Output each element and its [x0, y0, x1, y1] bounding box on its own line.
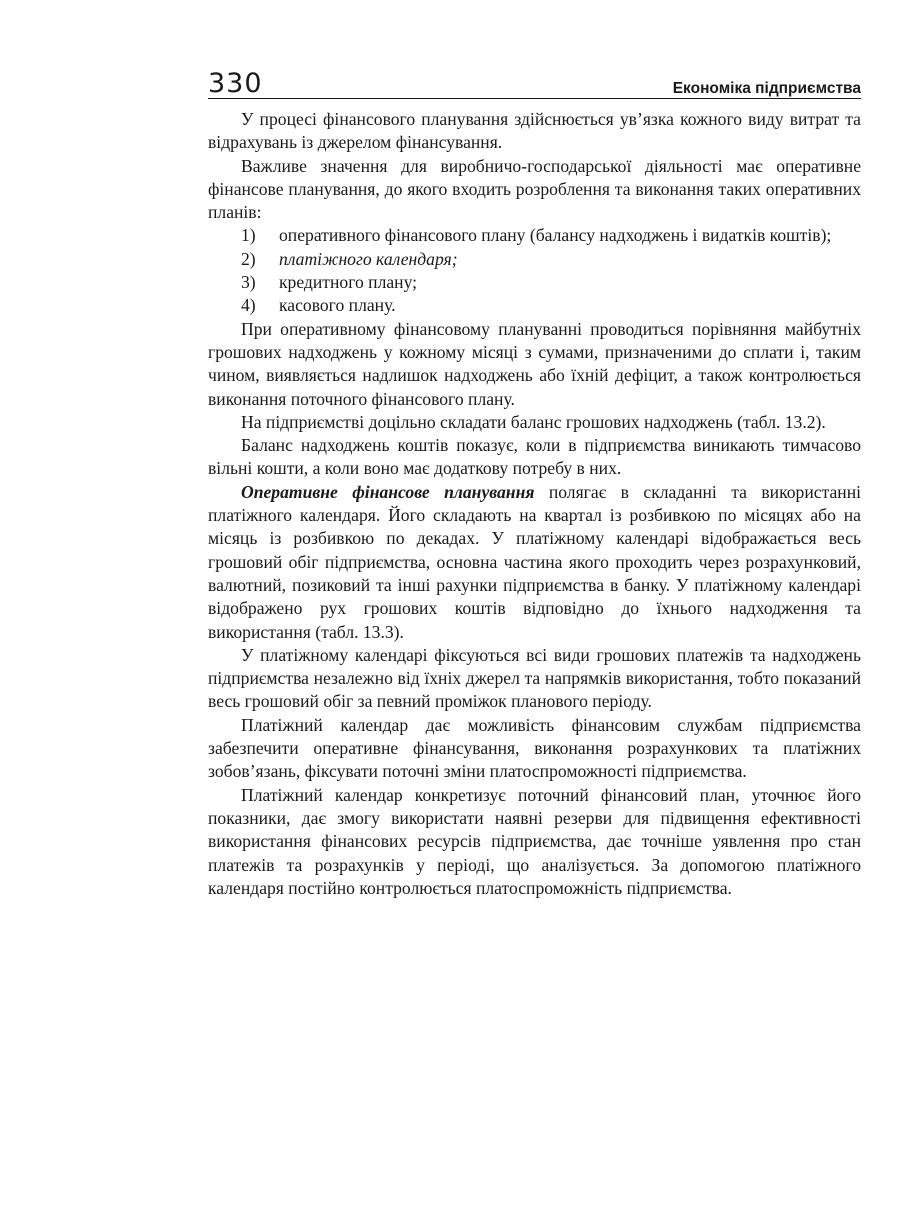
paragraph-2: Важливе значення для виробничо-господарської діяльності має оперативне фінансове планування, до якого входить розроблення та виконання таких оперативних планів: [208, 155, 861, 223]
list-item [208, 224, 861, 247]
list-item-text: платіжного календаря; [279, 248, 458, 269]
paragraph-4: На підприємстві доцільно складати баланс грошових надходжень (табл. 13.2). [241, 411, 826, 432]
list-item-text: касового плану. [279, 295, 396, 316]
list-item [208, 248, 861, 271]
paragraph-6 [208, 481, 861, 644]
list-item-number: 3) [241, 272, 256, 293]
paragraph-9: Платіжний календар конкретизує поточний фінансовий план, уточнює його показники, дає змогу використати наявні резерви для підвищення ефективності використання фінансових ресурсів підприємства, дає точніше уявлення про стан платежів та розрахунків у періоді, що аналізується. За допомогою платіжного календаря постійно контролюється платоспроможність підприємства. [208, 784, 861, 898]
paragraph-6-text: полягає в складанні та використанні платіжного календаря. Його складають на квартал із розбивкою по місяцях або на місяць із розбивкою по декадах. У платіжному календарі відображається весь грошовий обіг підприємства, основна частина якого проходить через розрахунковий, валютний, позиковий та інші рахунки підприємства в банку. У платіжному календарі відображено рух грошових коштів відповідно до їхнього надходження та використання (табл. 13.3). [208, 481, 861, 642]
paragraph-5: Баланс надходжень коштів показує, коли в підприємства виникають тимчасово вільні кошти, а коли воно має додаткову потребу в них. [208, 435, 861, 479]
paragraph-1: У процесі фінансового планування здійснюється ув’язка кожного виду витрат та відрахувань із джерелом фінансування. [208, 109, 861, 153]
page-number: 330 [208, 68, 263, 99]
list-item-text: оперативного фінансового плану (балансу надходжень і видатків коштів); [279, 225, 832, 246]
page-body [208, 108, 861, 900]
list-item-number: 4) [241, 295, 256, 316]
plans-list [208, 224, 861, 317]
running-title: Економіка підприємства [672, 79, 861, 97]
list-item [208, 271, 861, 294]
page-header [208, 68, 861, 99]
defined-term: Оперативне фінансове планування [241, 481, 535, 502]
paragraph-8: Платіжний календар дає можливість фінансовим службам підприємства забезпечити оперативне фінансування, виконання розрахункових та платіжних зобов’язань, фіксувати поточні зміни платоспроможності підприємства. [208, 714, 861, 782]
paragraph-3: При оперативному фінансовому плануванні проводиться порівняння майбутніх грошових надходжень у кожному місяці з сумами, призначеними до сплати і, таким чином, виявляється надлишок надходжень або їхній дефіцит, а також контролюється виконання поточного фінансового плану. [208, 318, 861, 409]
list-item-number: 1) [241, 225, 256, 246]
paragraph-7: У платіжному календарі фіксуються всі види грошових платежів та надходжень підприємства незалежно від їхніх джерел та напрямків використання, тобто показаний весь грошовий обіг за певний проміжок планового періоду. [208, 644, 861, 712]
list-item [208, 294, 861, 317]
list-item-number: 2) [241, 248, 256, 269]
list-item-text: кредитного плану; [279, 272, 418, 293]
